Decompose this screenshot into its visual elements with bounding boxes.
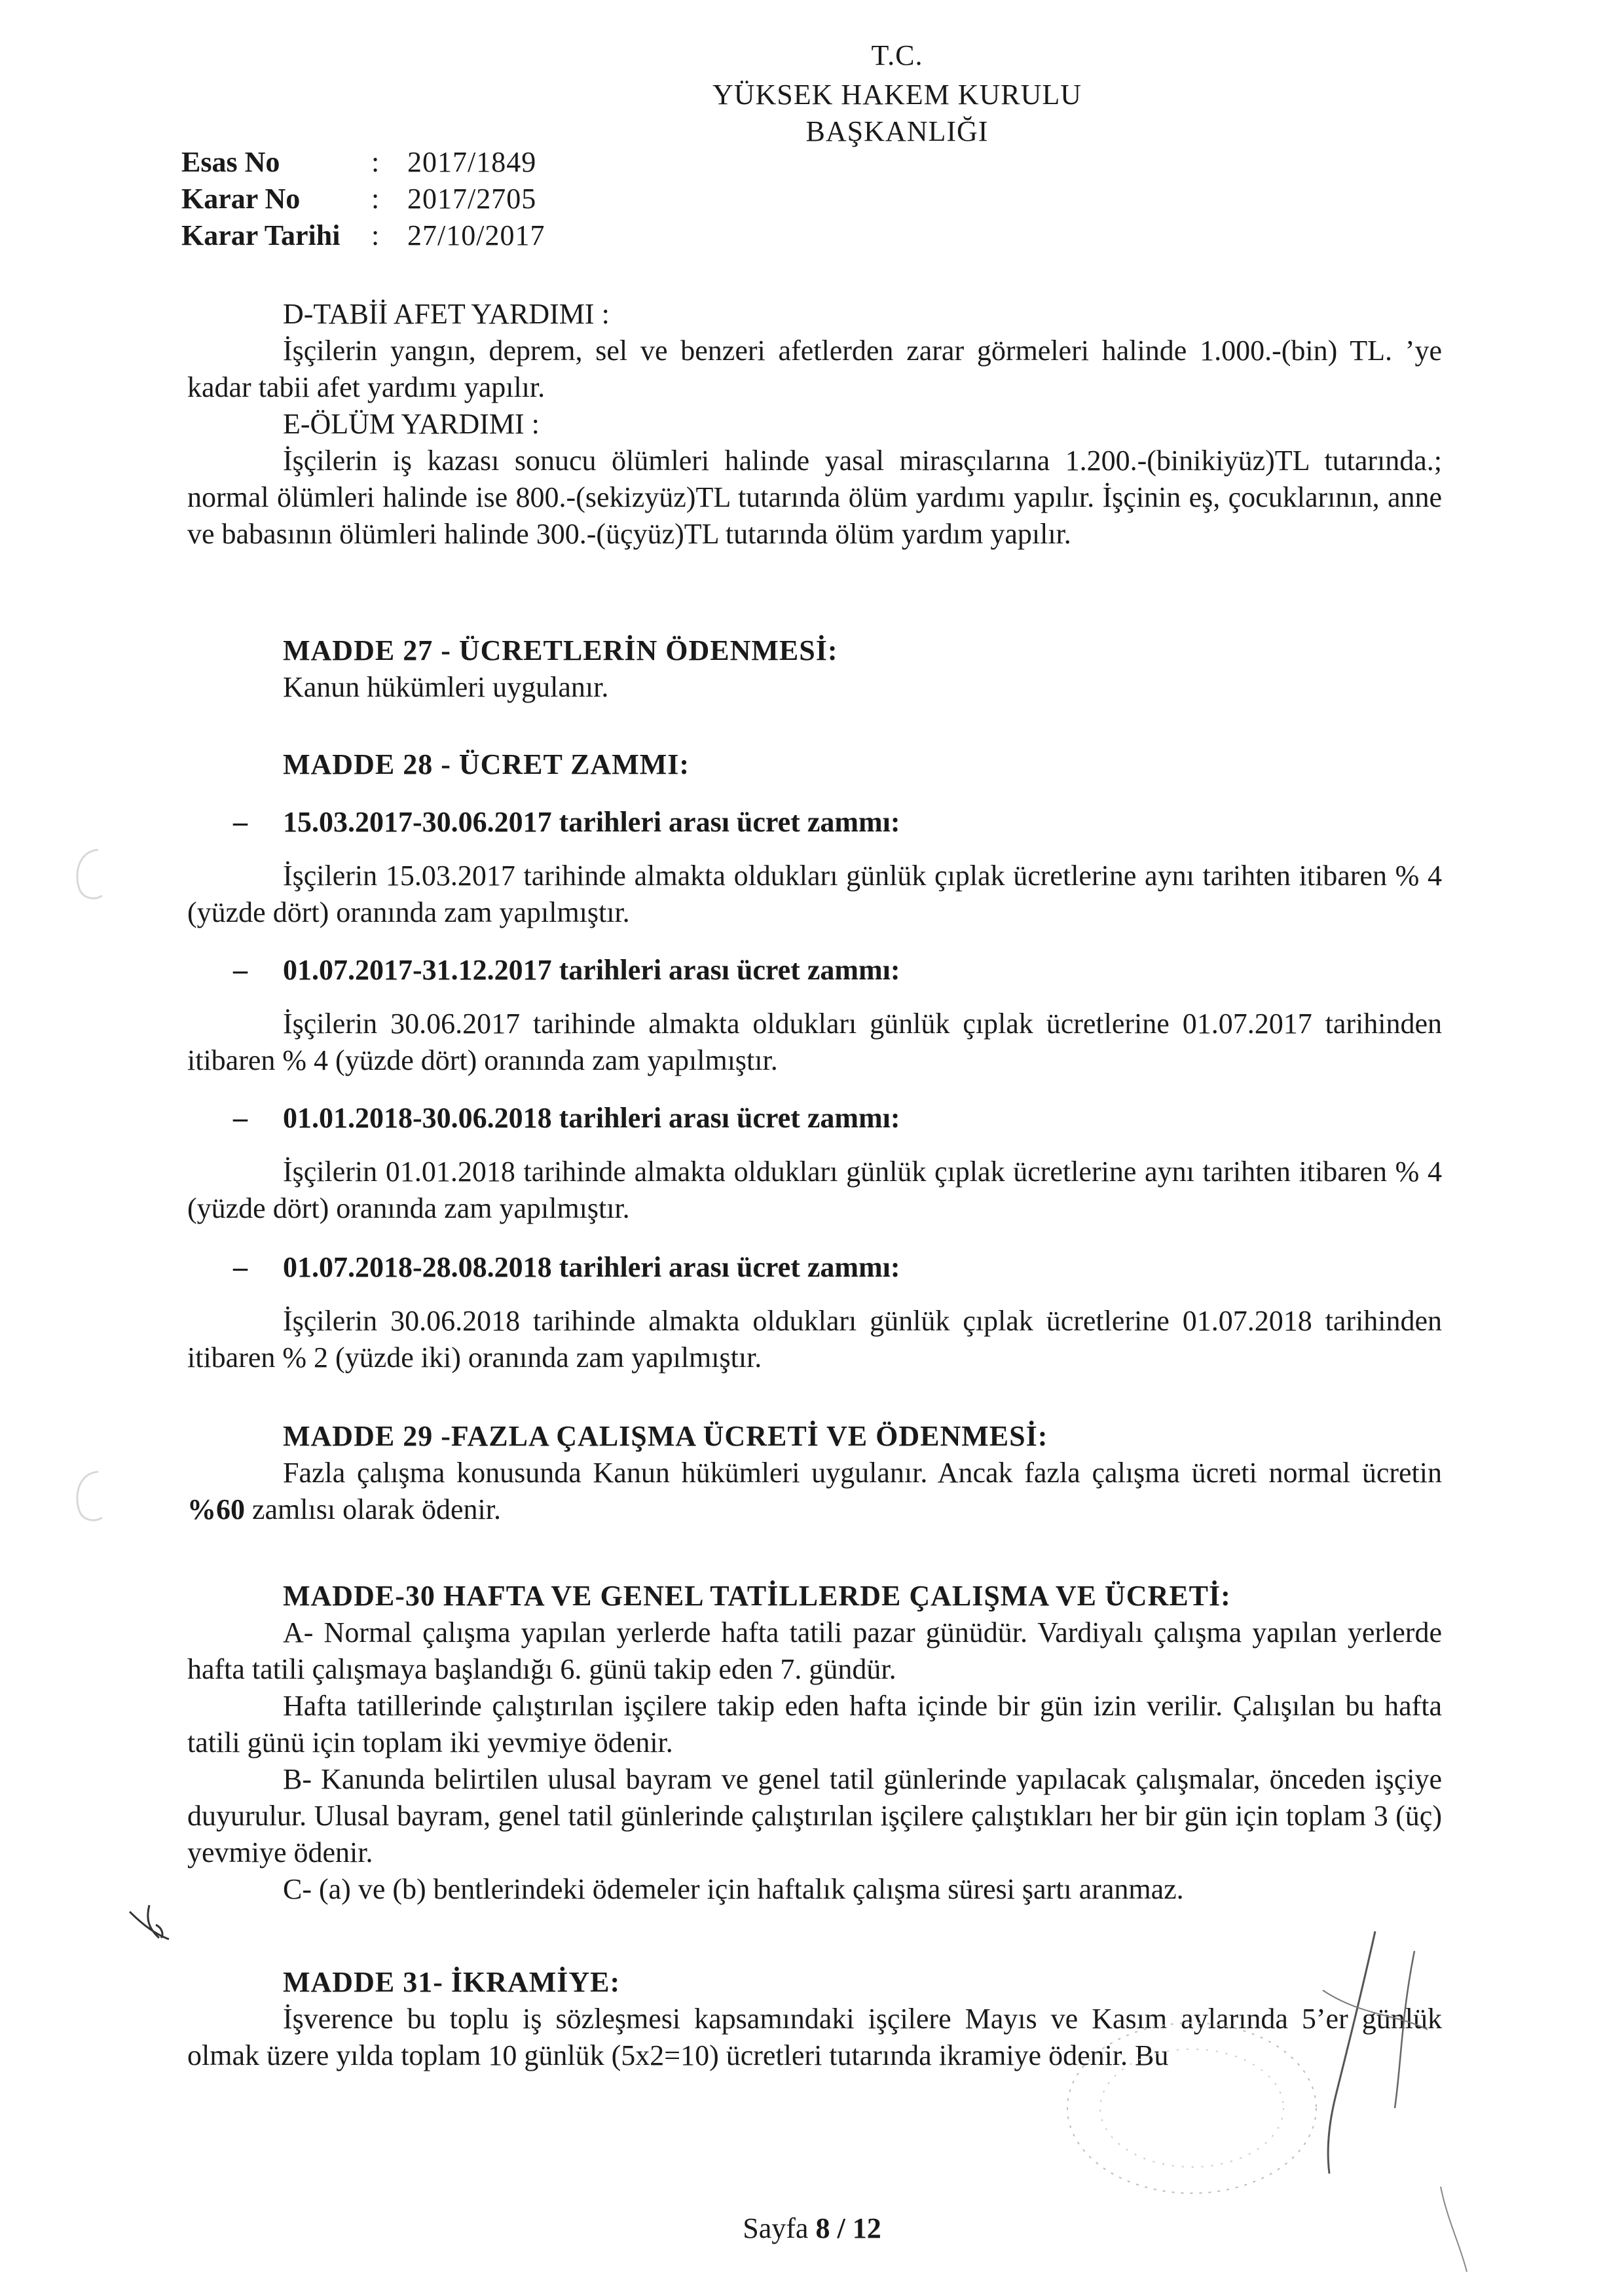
madde-30 [187,1578,1442,1908]
tarih-sep: : [371,219,380,251]
madde-28-title: MADDE 28 - ÜCRET ZAMMI: [283,748,690,780]
karar-label: Karar No [181,183,301,215]
header-organization: YÜKSEK HAKEM KURULU [712,79,1082,111]
madde-30-c: C- (a) ve (b) bentlerindeki ödemeler için haftalık çalışma süresi şartı aranmaz. [283,1873,1184,1905]
item-text: İşçilerin 15.03.2017 tarihinde almakta oldukları günlük çıplak ücretlerine aynı tarihten itibaren % 4 (yüzde dört) oranında zam yapılmıştır. [187,860,1442,928]
madde-29-text-a: Fazla çalışma konusunda Kanun hükümleri uygulanır. Ancak fazla çalışma ücreti normal ücretin [283,1457,1442,1489]
dash-bullet: – [233,1102,248,1134]
header-office: BAŞKANLIĞI [805,115,989,147]
list-item [187,1100,1442,1137]
karar-value: 2017/2705 [407,183,537,215]
punch-hole-mark [65,845,111,903]
esas-label: Esas No [181,146,280,178]
item-text: İşçilerin 30.06.2017 tarihinde almakta oldukları günlük çıplak ücretlerine 01.07.2017 tarihinden itibaren % 4 (yüzde dört) oranında zam yapılmıştır. [187,1008,1442,1076]
item-title: 15.03.2017-30.06.2017 tarihleri arası ücret zammı: [283,806,900,838]
item-text: İşçilerin 30.06.2018 tarihinde almakta oldukları günlük çıplak ücretlerine 01.07.2018 tarihinden itibaren % 2 (yüzde iki) oranında zam yapılmıştır. [187,1305,1442,1374]
item-text: İşçilerin 01.01.2018 tarihinde almakta oldukları günlük çıplak ücretlerine aynı tarihten itibaren % 4 (yüzde dört) oranında zam yapılmıştır. [187,1156,1442,1224]
madde-28-item-3 [187,1100,1442,1227]
madde-29-text-b: zamlısı olarak ödenir. [245,1493,501,1525]
d-title: D-TABİİ AFET YARDIMI : [283,298,610,330]
case-meta [181,144,545,254]
madde-28 [187,746,1442,783]
page-number: 8 / 12 [815,2212,881,2244]
dash-bullet: – [233,806,248,838]
d-text: İşçilerin yangın, deprem, sel ve benzeri afetlerden zarar görmeleri halinde 1.000.-(bin) TL. ’ye kadar tabii afet yardımı yapılır. [187,335,1442,403]
madde-28-item-1 [187,804,1442,931]
signature-mark [943,1912,1480,2278]
section-d-e [187,296,1442,553]
punch-hole-mark [65,1467,111,1525]
tarih-label: Karar Tarihi [181,219,341,251]
esas-sep: : [371,146,380,178]
madde-31-title: MADDE 31- İKRAMİYE: [283,1966,621,1998]
madde-29-title: MADDE 29 -FAZLA ÇALIŞMA ÜCRETİ VE ÖDENMESİ: [283,1420,1048,1452]
madde-30-b: B- Kanunda belirtilen ulusal bayram ve genel tatil günlerinde yapılacak çalışmalar, önceden işçiye duyurulur. Ulusal bayram, genel tatil günlerinde çalıştırılan işçilere çalıştıkları her bir gün için toplam 3 (üç) yevmiye ödenir. [187,1763,1442,1868]
list-item [187,952,1442,989]
madde-28-item-4 [187,1249,1442,1376]
item-title: 01.01.2018-30.06.2018 tarihleri arası ücret zammı: [283,1102,900,1134]
item-title: 01.07.2017-31.12.2017 tarihleri arası ücret zammı: [283,954,900,986]
madde-29-text [187,1455,1442,1528]
madde-27-text: Kanun hükümleri uygulanır. [283,671,609,703]
item-title: 01.07.2018-28.08.2018 tarihleri arası ücret zammı: [283,1251,900,1283]
list-item [187,804,1442,841]
madde-31-text: İşverence bu toplu iş sözleşmesi kapsamındaki işçilere Mayıs ve Kasım aylarında 5’er günlük olmak üzere yılda toplam 10 günlük (5x2=10) ücretleri tutarında ikramiye ödenir. Bu [187,2003,1442,2071]
madde-30-title: MADDE-30 HAFTA VE GENEL TATİLLERDE ÇALIŞMA VE ÜCRETİ: [283,1580,1231,1612]
header-tc: T.C. [871,39,923,71]
list-item [187,1249,1442,1286]
karar-row [181,181,545,217]
madde-27 [187,632,1442,706]
madde-28-item-2 [187,952,1442,1079]
madde-27-title: MADDE 27 - ÜCRETLERİN ÖDENMESİ: [283,634,838,666]
initial-mark [123,1899,182,1951]
page-prefix: Sayfa [743,2212,816,2244]
e-title: E-ÖLÜM YARDIMI : [283,408,540,440]
esas-row [181,144,545,181]
e-text: İşçilerin iş kazası sonucu ölümleri halinde yasal mirasçılarına 1.200.-(binikiyüz)TL tutarında.; normal ölümleri halinde ise 800.-(sekizyüz)TL tutarında ölüm yardımı yapılır. İşçinin eş, çocuklarının, anne ve babasının ölümleri halinde 300.-(üçyüz)TL tutarında ölüm yardım yapılır. [187,445,1442,550]
karar-sep: : [371,183,380,215]
tarih-value: 27/10/2017 [407,219,545,251]
madde-29-rate: %60 [187,1493,245,1525]
dash-bullet: – [233,1251,248,1283]
madde-29 [187,1418,1442,1528]
madde-30-a: A- Normal çalışma yapılan yerlerde hafta tatili pazar günüdür. Vardiyalı çalışma yapılan yerlerde hafta tatili çalışmaya başlandığı 6. günü takip eden 7. gündür. [187,1616,1442,1685]
madde-30-a2: Hafta tatillerinde çalıştırılan işçilere takip eden hafta içinde bir gün izin verilir. Çalışılan bu hafta tatili günü için toplam iki yevmiye ödenir. [187,1690,1442,1758]
esas-value: 2017/1849 [407,146,537,178]
tarih-row [181,217,545,254]
dash-bullet: – [233,954,248,986]
